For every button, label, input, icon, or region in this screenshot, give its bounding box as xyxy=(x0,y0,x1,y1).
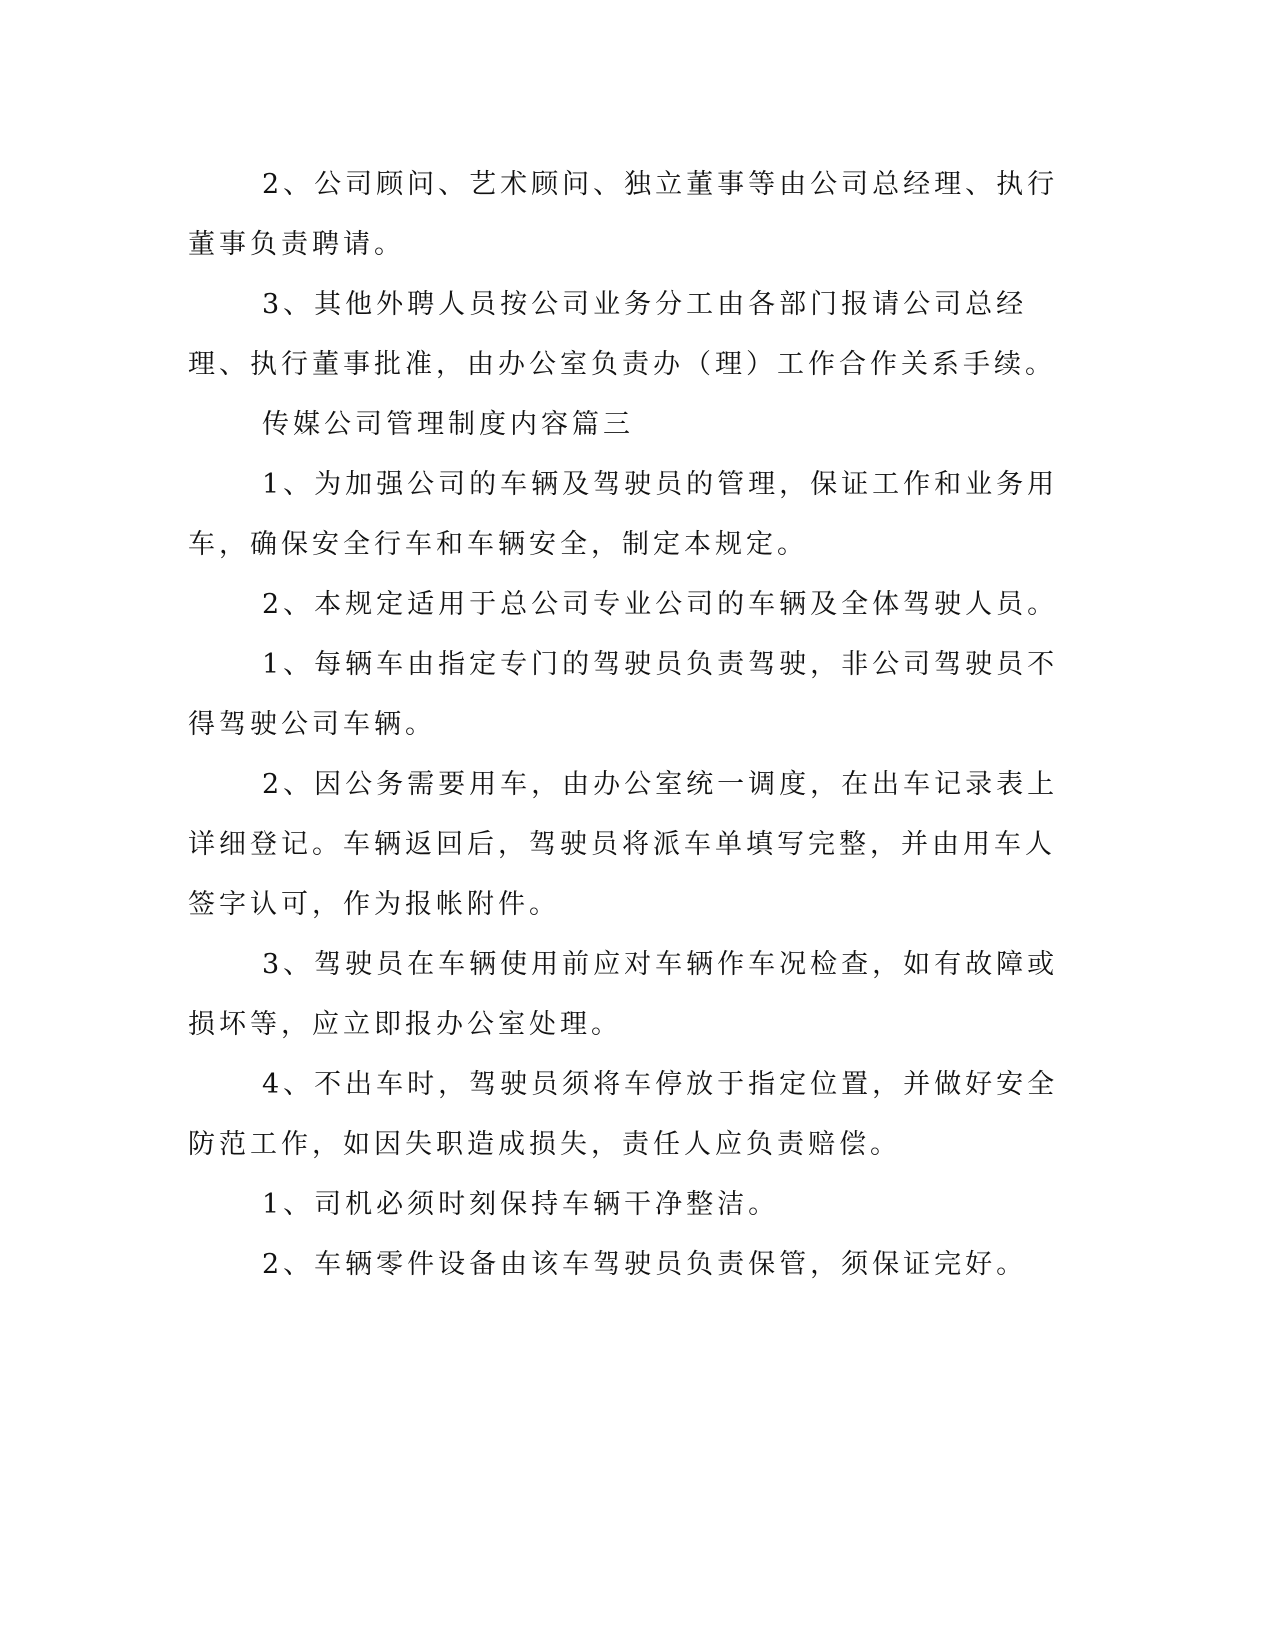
paragraph-parking: 4、不出车时，驾驶员须将车停放于指定位置，并做好安全防范工作，如因失职造成损失，责任人应负责赔偿。 xyxy=(188,1069,1059,1160)
paragraph-vehicle-inspection: 3、驾驶员在车辆使用前应对车辆作车况检查，如有故障或损坏等，应立即报办公室处理。 xyxy=(188,949,1059,1040)
paragraph-assigned-driver: 1、每辆车由指定专门的驾驶员负责驾驶，非公司驾驶员不得驾驶公司车辆。 xyxy=(188,649,1059,740)
paragraph-cleanliness: 1、司机必须时刻保持车辆干净整洁。 xyxy=(262,1189,780,1220)
document-body xyxy=(188,155,1060,1295)
paragraph-vehicle-dispatch: 2、因公务需要用车，由办公室统一调度，在出车记录表上详细登记。车辆返回后，驾驶员将派车单填写完整，并由用车人签字认可，作为报帐附件。 xyxy=(188,769,1059,920)
paragraph-external-staff: 3、其他外聘人员按公司业务分工由各部门报请公司总经理、执行董事批准，由办公室负责办（理）工作合作关系手续。 xyxy=(188,289,1056,380)
section-heading: 传媒公司管理制度内容篇三 xyxy=(262,409,634,440)
paragraph-scope: 2、本规定适用于总公司专业公司的车辆及全体驾驶人员。 xyxy=(262,589,1059,620)
paragraph-purpose: 1、为加强公司的车辆及驾驶员的管理，保证工作和业务用车，确保安全行车和车辆安全，制定本规定。 xyxy=(188,469,1059,560)
paragraph-consultants: 2、公司顾问、艺术顾问、独立董事等由公司总经理、执行董事负责聘请。 xyxy=(188,169,1059,260)
paragraph-parts-custody: 2、车辆零件设备由该车驾驶员负责保管，须保证完好。 xyxy=(262,1249,1028,1280)
